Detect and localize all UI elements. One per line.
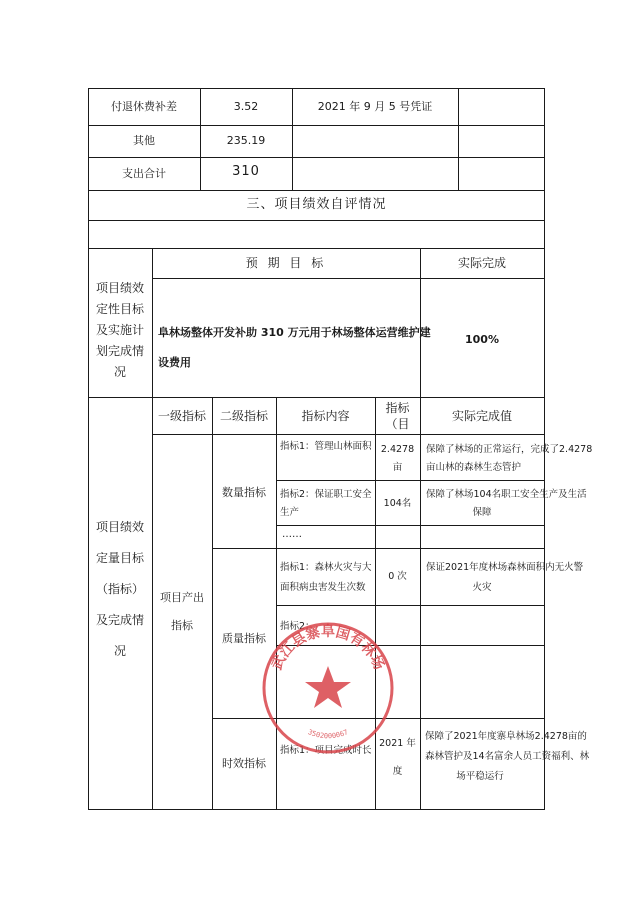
rule: [88, 190, 545, 191]
row-label-other: 其他: [133, 134, 155, 147]
rule: [276, 605, 545, 606]
q1-value: 2.4278 亩: [380, 444, 415, 473]
section-title: 三、项目绩效自评情况: [246, 197, 387, 212]
l2-quantity: 数量指标: [222, 486, 266, 499]
ql1-value: 0 次: [388, 571, 407, 582]
quant-header-l2: 二级指标: [219, 409, 268, 423]
quant-header-l1: 一级指标: [157, 409, 206, 423]
ql2-content: 指标2：: [280, 621, 315, 632]
quant-header-actual: 实际完成值: [451, 409, 512, 423]
quant-left-label: 项目绩效 定量目标 （指标） 及完成情 况: [95, 520, 144, 658]
svg-text:武江县寨阜国有林场: 武江县寨阜国有林场: [269, 624, 387, 673]
t1-content: 指标1：项目完成时长: [280, 745, 372, 756]
t1-value: 2021 年 度: [379, 738, 416, 777]
q1-actual: 保障了林场的正常运行，完成了2.4278 亩山林的森林生态管护: [426, 444, 593, 473]
rule: [88, 125, 545, 126]
row-amount-total: 310: [232, 164, 260, 179]
quant-header-content: 指标内容: [301, 409, 350, 423]
q2-content: 指标2：保证职工安全 生产: [280, 489, 372, 518]
q3-content: ……: [282, 529, 302, 540]
l2-quality: 质量指标: [222, 632, 266, 645]
rule: [88, 809, 545, 810]
qual-left-label: 项目绩效 定性目标 及实施计 划完成情 况: [95, 281, 144, 379]
l2-time: 时效指标: [222, 757, 266, 770]
qual-header-goal: 预 期 目 标: [245, 256, 327, 270]
t1-actual: 保障了2021年度寨阜林场2.4278亩的 森林管护及14名富余人员工资福利、林 场平稳运行: [425, 731, 590, 782]
rule: [212, 548, 545, 549]
rule: [152, 278, 545, 279]
row-note-retirement: 2021 年 9 月 5 号凭证: [317, 100, 433, 113]
row-amount-other: 235.19: [226, 134, 266, 147]
q1-content: 指标1：管理山林面积: [280, 441, 372, 452]
rule: [276, 525, 545, 526]
official-seal-stamp: [258, 618, 398, 758]
q2-value: 104名: [383, 498, 412, 509]
rule: [88, 157, 545, 158]
row-amount-retirement: 3.52: [233, 100, 259, 113]
rule: [152, 434, 545, 435]
rule: [88, 248, 545, 249]
rule: [420, 397, 421, 809]
qual-actual: 100%: [465, 333, 499, 346]
qual-header-actual: 实际完成: [457, 256, 506, 270]
rule: [152, 248, 153, 809]
rule: [88, 88, 545, 89]
quant-header-value: 指标 （目: [385, 401, 410, 431]
rule: [88, 88, 89, 809]
row-label-total: 支出合计: [122, 167, 166, 180]
rule: [88, 397, 545, 398]
ql1-actual: 保证2021年度林场森林面积内无火警 火灾: [426, 562, 584, 593]
ql1-content: 指标1：森林火灾与大 面积病虫害发生次数: [280, 562, 372, 593]
row-label-retirement: 付退休费补差: [111, 100, 177, 113]
l1-output-indicator: 项目产出 指标: [160, 591, 204, 632]
rule: [212, 397, 213, 809]
rule: [276, 480, 545, 481]
qual-goal-text: 阜林场整体开发补助 310 万元用于林场整体运营维护建 设费用: [158, 326, 431, 369]
rule: [458, 88, 459, 190]
rule: [88, 220, 545, 221]
q2-actual: 保障了林场104名职工安全生产及生活 保障: [426, 489, 587, 518]
svg-text:3502000067: 3502000067: [306, 728, 350, 741]
